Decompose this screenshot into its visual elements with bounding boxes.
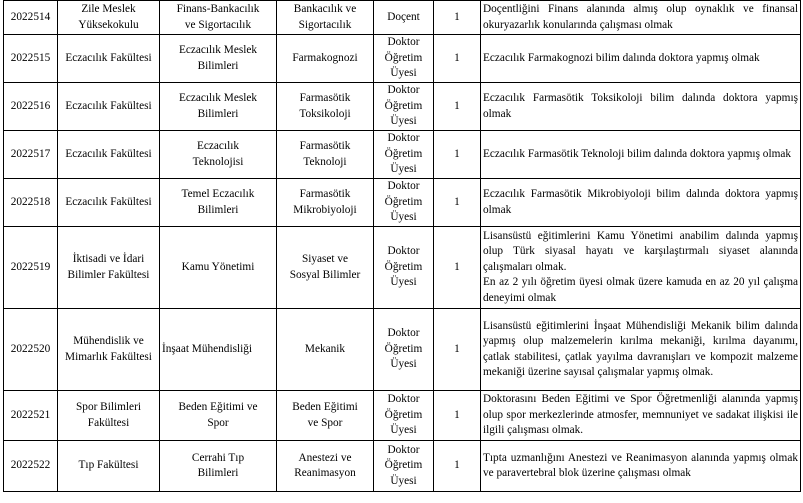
academic-title: Doktor Öğretim Üyesi	[374, 309, 434, 391]
position-conditions: Eczacılık Farmasötik Toksikoloji bilim dalında doktora yapmış olmak	[481, 83, 801, 131]
position-code: 2022518	[4, 179, 58, 227]
department-name: Eczacılık Meslek Bilimleri	[160, 35, 277, 83]
department-name: Eczacılık Meslek Bilimleri	[160, 83, 277, 131]
table-row	[4, 391, 801, 441]
field-name: Farmasötik Teknoloji	[277, 131, 374, 179]
unit-name: Spor Bilimleri Fakültesi	[58, 391, 160, 441]
unit-name: Tıp Fakültesi	[58, 441, 160, 492]
field-name: Farmasötik Mikrobiyoloji	[277, 179, 374, 227]
department-name: Temel Eczacılık Bilimleri	[160, 179, 277, 227]
position-code: 2022521	[4, 391, 58, 441]
position-conditions: Doçentliğini Finans alanında almış olup oynaklık ve finansal okuryazarlık konularında çalışması olmak	[481, 1, 801, 35]
field-name: Beden Eğitimi ve Spor	[277, 391, 374, 441]
position-code: 2022522	[4, 441, 58, 492]
table-row	[4, 227, 801, 309]
table-row	[4, 131, 801, 179]
academic-title: Doktor Öğretim Üyesi	[374, 391, 434, 441]
position-conditions: Eczacılık Farmasötik Mikrobiyoloji bilim dalında doktora yapmış olmak	[481, 179, 801, 227]
position-code: 2022519	[4, 227, 58, 309]
position-count: 1	[434, 83, 481, 131]
position-code: 2022514	[4, 1, 58, 35]
unit-name: Eczacılık Fakültesi	[58, 35, 160, 83]
field-name: Bankacılık ve Sigortacılık	[277, 1, 374, 35]
field-name: Siyaset ve Sosyal Bilimler	[277, 227, 374, 309]
position-count: 1	[434, 309, 481, 391]
department-name: Beden Eğitimi ve Spor	[160, 391, 277, 441]
position-count: 1	[434, 391, 481, 441]
field-name: Mekanik	[277, 309, 374, 391]
table-row	[4, 441, 801, 492]
position-conditions: Eczacılık Farmakognozi bilim dalında doktora yapmış olmak	[481, 35, 801, 83]
academic-title: Doktor Öğretim Üyesi	[374, 83, 434, 131]
position-count: 1	[434, 441, 481, 492]
department-name: Eczacılık Teknolojisi	[160, 131, 277, 179]
unit-name: Eczacılık Fakültesi	[58, 83, 160, 131]
position-conditions: Lisansüstü eğitimlerini İnşaat Mühendisliği Mekanik bilim dalında yapmış olup malzemelerin kırılma mekaniği, kırılma dayanımı, çatlak stabilitesi, çatlak yayılma davranışları ve kompozit malzeme mekaniği üzerine sayısal çalışmalar yapmış olmak.	[481, 309, 801, 391]
academic-title: Doktor Öğretim Üyesi	[374, 131, 434, 179]
position-conditions: Doktorasını Beden Eğitimi ve Spor Öğretmenliği alanında yapmış olup spor merkezlerinde atmosfer, memnuniyet ve sadakat ilişkisi ile ilgili çalışması olmak.	[481, 391, 801, 441]
position-count: 1	[434, 179, 481, 227]
academic-title: Doktor Öğretim Üyesi	[374, 227, 434, 309]
unit-name: Eczacılık Fakültesi	[58, 179, 160, 227]
position-conditions: Tıpta uzmanlığını Anestezi ve Reanimasyon alanında yapmış olmak ve paravertebral blok üzerine çalışması olmak	[481, 441, 801, 492]
unit-name: İktisadi ve İdari Bilimler Fakültesi	[58, 227, 160, 309]
unit-name: Eczacılık Fakültesi	[58, 131, 160, 179]
position-code: 2022515	[4, 35, 58, 83]
position-code: 2022520	[4, 309, 58, 391]
position-count: 1	[434, 35, 481, 83]
academic-title: Doktor Öğretim Üyesi	[374, 179, 434, 227]
field-name: Farmasötik Toksikoloji	[277, 83, 374, 131]
position-conditions: Lisansüstü eğitimlerini Kamu Yönetimi anabilim dalında yapmış olup Türk siyasal hayatı ve karşılaştırmalı siyaset alanında çalışmaları olmak. En az 2 yılı öğretim üyesi olmak üzere kamuda en az 20 yıl çalışma deneyimi olmak	[481, 227, 801, 309]
position-code: 2022517	[4, 131, 58, 179]
position-code: 2022516	[4, 83, 58, 131]
academic-title: Doktor Öğretim Üyesi	[374, 441, 434, 492]
academic-title: Doktor Öğretim Üyesi	[374, 35, 434, 83]
table-row	[4, 1, 801, 35]
department-name: Kamu Yönetimi	[160, 227, 277, 309]
table-row	[4, 83, 801, 131]
table-row	[4, 179, 801, 227]
field-name: Farmakognozi	[277, 35, 374, 83]
position-count: 1	[434, 131, 481, 179]
table-row	[4, 309, 801, 391]
department-name: İnşaat Mühendisliği	[160, 309, 277, 391]
department-name: Cerrahi Tıp Bilimleri	[160, 441, 277, 492]
position-conditions: Eczacılık Farmasötik Teknoloji bilim dalında doktora yapmış olmak	[481, 131, 801, 179]
positions-table	[3, 0, 801, 492]
academic-title: Doçent	[374, 1, 434, 35]
position-count: 1	[434, 1, 481, 35]
field-name: Anestezi ve Reanimasyon	[277, 441, 374, 492]
unit-name: Mühendislik ve Mimarlık Fakültesi	[58, 309, 160, 391]
department-name: Finans-Bankacılık ve Sigortacılık	[160, 1, 277, 35]
table-row	[4, 35, 801, 83]
position-count: 1	[434, 227, 481, 309]
unit-name: Zile Meslek Yüksekokulu	[58, 1, 160, 35]
